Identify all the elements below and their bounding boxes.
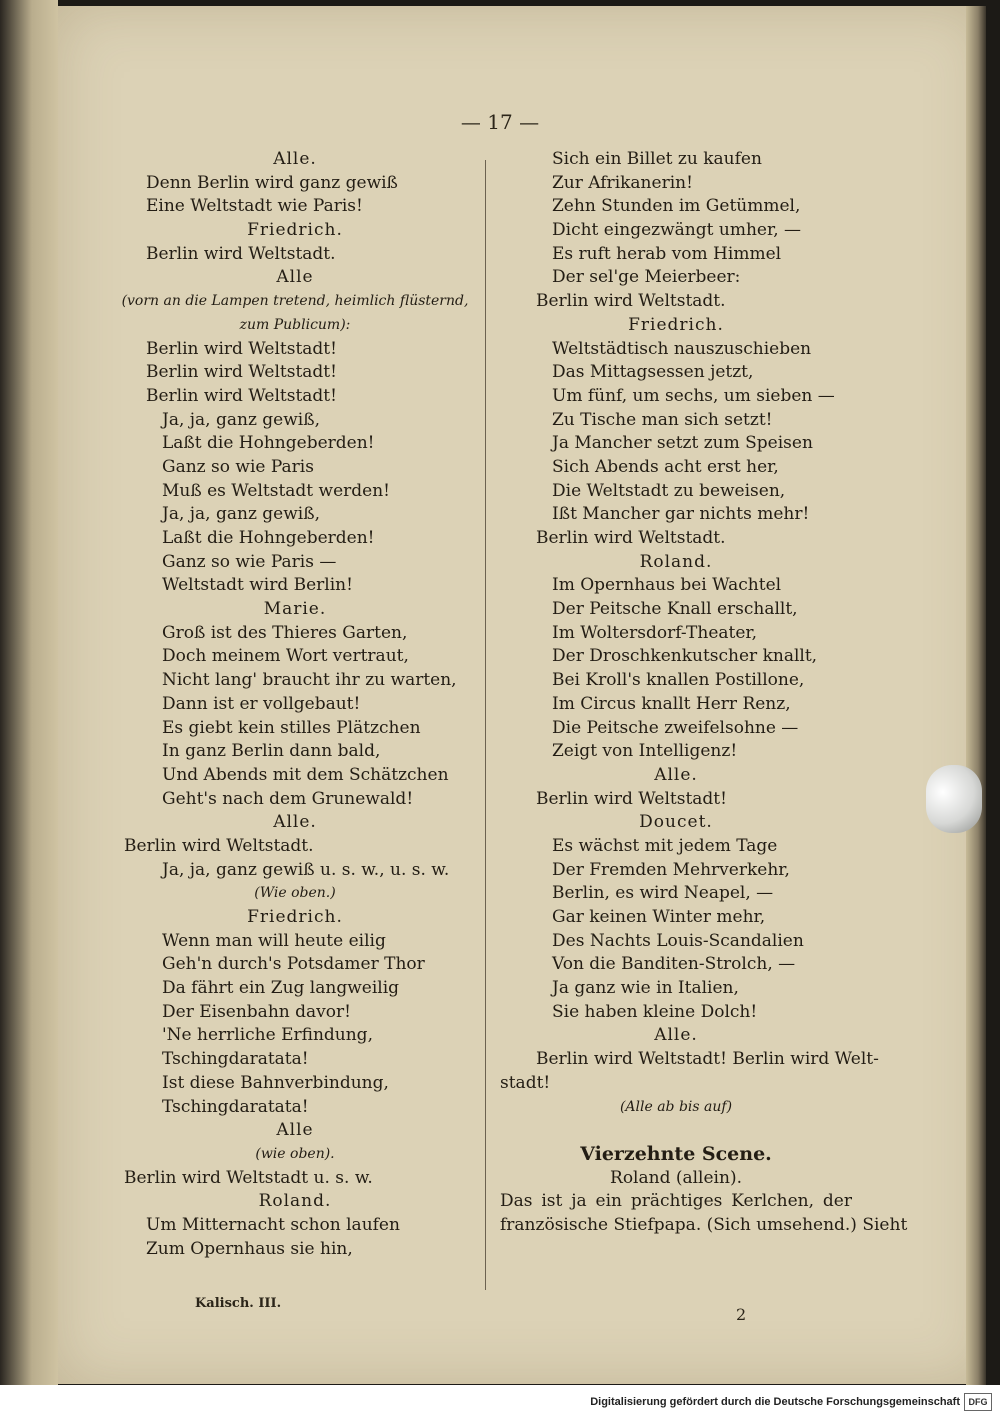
verse-line: Berlin wird Weltstadt! Berlin wird Welt-	[536, 1049, 879, 1070]
verse-line: Ja, ja, ganz gewiß,	[162, 409, 320, 430]
verse-line: Roland (allein).	[610, 1167, 742, 1188]
stage-direction: (vorn an die Lampen tretend, heimlich flüsternd,	[121, 293, 469, 310]
verse-line: Der sel'ge Meierbeer:	[552, 267, 741, 288]
verse-line: Berlin wird Weltstadt!	[146, 338, 337, 359]
verse-line: Berlin, es wird Neapel, —	[552, 883, 774, 904]
verse-line: Weltstädtisch nauszuschieben	[552, 338, 812, 359]
verse-line: Ja, ja, ganz gewiß u. s. w., u. s. w.	[162, 859, 450, 880]
verse-line: Denn Berlin wird ganz gewiß	[146, 172, 398, 193]
verse-line: Zur Afrikanerin!	[552, 172, 693, 193]
stage-direction: zum Publicum):	[239, 316, 351, 333]
verse-line: Der Eisenbahn davor!	[162, 1001, 351, 1022]
signature-mark: Kalisch. III.	[195, 1296, 282, 1311]
verse-line: Berlin wird Weltstadt u. s. w.	[124, 1167, 373, 1188]
verse-line: Tschingdaratata!	[162, 1049, 309, 1070]
sheet-number: 2	[736, 1305, 747, 1324]
verse-line: Es giebt kein stilles Plätzchen	[162, 717, 421, 738]
speaker-name: Roland.	[639, 551, 713, 572]
verse-line: Groß ist des Thieres Garten,	[162, 622, 408, 643]
verse-line: Sich ein Billet zu kaufen	[552, 149, 762, 169]
verse-line: Von die Banditen-Strolch, —	[552, 954, 796, 975]
verse-line: Um fünf, um sechs, um sieben —	[552, 385, 835, 406]
verse-line: Die Weltstadt zu beweisen,	[552, 480, 786, 501]
verse-line: Zum Opernhaus sie hin,	[146, 1238, 353, 1259]
verse-line: Ja ganz wie in Italien,	[552, 978, 739, 999]
verse-line: Ist diese Bahnverbindung,	[162, 1072, 389, 1093]
verse-line: Ja, ja, ganz gewiß,	[162, 504, 320, 525]
speaker-name: Alle.	[273, 812, 317, 833]
verse-line: Geh'n durch's Potsdamer Thor	[162, 954, 425, 975]
page-number: — 17 —	[460, 110, 540, 134]
speaker-name: Marie.	[263, 599, 327, 620]
verse-line: Ja Mancher setzt zum Speisen	[552, 433, 813, 454]
verse-line: Nicht lang' braucht ihr zu warten,	[162, 670, 457, 691]
verse-line: französische Stiefpapa. (Sich umsehend.) Sieht	[500, 1214, 908, 1235]
verse-line: Eine Weltstadt wie Paris!	[146, 196, 363, 217]
verse-line: In ganz Berlin dann bald,	[162, 741, 381, 762]
verse-line: Die Peitsche zweifelsohne —	[552, 717, 799, 738]
verse-line: Zu Tische man sich setzt!	[552, 409, 773, 430]
speaker-name: Doucet.	[639, 812, 713, 833]
verse-line: Dicht eingezwängt umher, —	[552, 220, 802, 241]
left-column	[110, 148, 480, 1261]
verse-line: Weltstadt wird Berlin!	[162, 575, 353, 596]
speaker-name: Alle	[276, 1120, 314, 1141]
stage-direction: (wie oben).	[255, 1145, 335, 1162]
verse-line: Ganz so wie Paris	[162, 456, 314, 477]
verse-line: Ganz so wie Paris —	[162, 551, 337, 572]
left-page-edge	[0, 0, 58, 1385]
verse-line: Es ruft herab vom Himmel	[552, 243, 782, 264]
speaker-name: Friedrich.	[628, 314, 724, 335]
right-column	[500, 148, 908, 1238]
verse-line: Muß es Weltstadt werden!	[162, 480, 390, 501]
stage-direction: (Alle ab bis auf)	[619, 1098, 733, 1115]
verse-line: Im Opernhaus bei Wachtel	[552, 575, 782, 596]
verse-line: Berlin wird Weltstadt!	[146, 385, 337, 406]
speaker-name: Alle.	[273, 149, 317, 169]
verse-line: Bei Kroll's knallen Postillone,	[552, 670, 805, 691]
verse-line: Berlin wird Weltstadt!	[146, 362, 337, 383]
verse-line: Tschingdaratata!	[162, 1096, 309, 1117]
verse-line: Des Nachts Louis-Scandalien	[552, 930, 804, 951]
verse-line: Der Droschkenkutscher knallt,	[552, 646, 818, 667]
right-page-edge	[966, 6, 986, 1391]
verse-line: Der Peitsche Knall erschallt,	[552, 599, 798, 620]
verse-line: Da fährt ein Zug langweilig	[162, 978, 400, 999]
credit-text: Digitalisierung gefördert durch die Deutsche Forschungsgemeinschaft	[590, 1396, 960, 1408]
verse-line: 'Ne herrliche Erfindung,	[162, 1025, 373, 1046]
verse-line: Berlin wird Weltstadt.	[146, 243, 336, 264]
verse-line: Zehn Stunden im Getümmel,	[552, 196, 801, 217]
verse-line: Um Mitternacht schon laufen	[146, 1214, 400, 1235]
verse-line: stadt!	[500, 1072, 551, 1093]
verse-line: Im Circus knallt Herr Renz,	[552, 693, 791, 714]
verse-line: Berlin wird Weltstadt.	[536, 528, 726, 548]
verse-line: Gar keinen Winter mehr,	[552, 907, 766, 927]
speaker-name: Alle.	[654, 1025, 698, 1046]
verse-line: Sie haben kleine Dolch!	[552, 1001, 758, 1022]
verse-line: Doch meinem Wort vertraut,	[162, 646, 409, 667]
verse-line: Geht's nach dem Grunewald!	[162, 788, 414, 809]
dfg-logo: DFG	[964, 1393, 992, 1411]
verse-line: Laßt die Hohngeberden!	[162, 528, 375, 548]
verse-line: Berlin wird Weltstadt.	[536, 291, 726, 312]
stage-direction: (Wie oben.)	[254, 885, 336, 902]
verse-line: Und Abends mit dem Schätzchen	[162, 764, 449, 785]
verse-line: Wenn man will heute eilig	[162, 930, 386, 951]
verse-line: Dann ist er vollgebaut!	[162, 693, 361, 714]
verse-line: Sich Abends acht erst her,	[552, 456, 779, 477]
column-divider	[485, 160, 486, 1290]
speaker-name: Roland.	[258, 1191, 332, 1212]
verse-line: Der Fremden Mehrverkehr,	[552, 859, 790, 880]
page-clip	[926, 765, 982, 833]
verse-line: Berlin wird Weltstadt.	[124, 835, 314, 856]
verse-line	[500, 1119, 852, 1143]
verse-line: Das Mittagsessen jetzt,	[552, 362, 754, 383]
verse-line: Das ist ja ein prächtiges Kerlchen, der	[500, 1191, 852, 1212]
speaker-name: Alle	[276, 267, 314, 288]
verse-line: Laßt die Hohngeberden!	[162, 433, 375, 454]
speaker-name: Friedrich.	[247, 220, 343, 241]
speaker-name: Alle.	[654, 764, 698, 785]
scene-title: Vierzehnte Scene.	[580, 1142, 772, 1165]
verse-line: Berlin wird Weltstadt!	[536, 788, 727, 809]
verse-line: Es wächst mit jedem Tage	[552, 835, 778, 856]
verse-line: Zeigt von Intelligenz!	[552, 741, 738, 762]
verse-line: Ißt Mancher gar nichts mehr!	[552, 504, 810, 525]
speaker-name: Friedrich.	[247, 907, 343, 927]
verse-line: Im Woltersdorf-Theater,	[552, 622, 758, 643]
